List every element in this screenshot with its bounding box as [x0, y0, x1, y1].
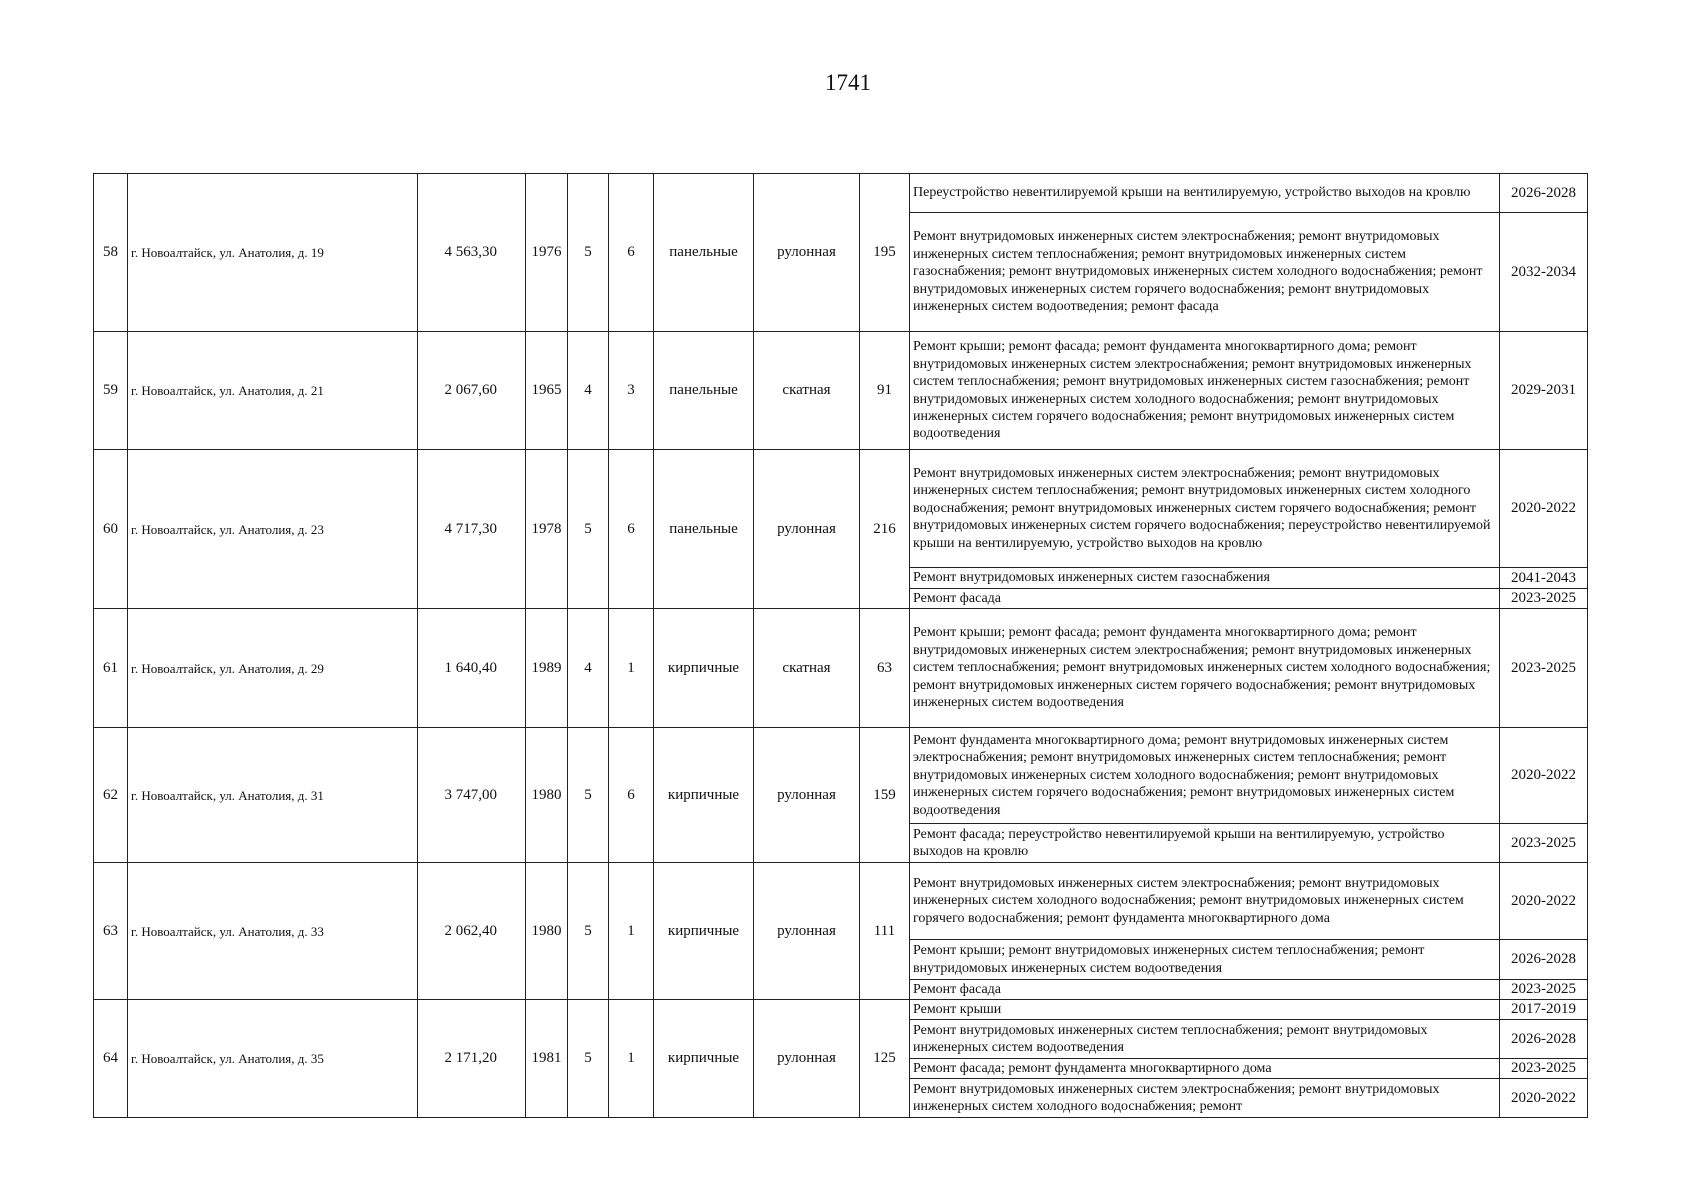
page-number: 1741 — [825, 70, 871, 95]
area-cell: 4 717,30 — [418, 450, 526, 609]
repair-works-cell: Ремонт фасада — [910, 589, 1500, 609]
area-cell: 2 171,20 — [418, 1000, 526, 1118]
build-year-cell: 1976 — [526, 174, 568, 332]
address-cell: г. Новоалтайск, ул. Анатолия, д. 19 — [128, 174, 418, 332]
table-row — [94, 174, 1588, 213]
roof-type-cell: рулонная — [754, 863, 860, 1000]
roof-type-cell: рулонная — [754, 728, 860, 863]
residents-cell: 125 — [860, 1000, 910, 1118]
entrances-cell: 1 — [609, 1000, 654, 1118]
wall-material-cell: панельные — [654, 332, 754, 450]
repair-works-cell: Ремонт фундамента многоквартирного дома; ремонт внутридомовых инженерных систем электроснабжения; ремонт внутридомовых инженерных систем теплоснабжения; ремонт внутридомовых инженерных систем холодного водоснабжения; ремонт внутридомовых инженерных систем горячего водоснабжения; ремонт внутридомовых инженерных систем водоотведения — [910, 728, 1500, 824]
repair-works-cell: Ремонт крыши — [910, 1000, 1500, 1020]
table-row — [94, 332, 1588, 450]
repair-works-cell: Ремонт внутридомовых инженерных систем электроснабжения; ремонт внутридомовых инженерных систем холодного водоснабжения; ремонт внутридомовых инженерных систем горячего водоснабжения; ремонт фундамента многоквартирного дома — [910, 863, 1500, 940]
entrances-cell: 3 — [609, 332, 654, 450]
repair-period-cell: 2017-2019 — [1500, 1000, 1588, 1020]
repair-period-cell: 2026-2028 — [1500, 174, 1588, 213]
roof-type-cell: рулонная — [754, 1000, 860, 1118]
floors-cell: 4 — [568, 609, 609, 728]
table-row — [94, 609, 1588, 728]
repair-period-cell: 2023-2025 — [1500, 1059, 1588, 1079]
area-cell: 3 747,00 — [418, 728, 526, 863]
residents-cell: 195 — [860, 174, 910, 332]
floors-cell: 5 — [568, 1000, 609, 1118]
row-number-cell: 63 — [94, 863, 128, 1000]
repair-period-cell: 2020-2022 — [1500, 863, 1588, 940]
floors-cell: 4 — [568, 332, 609, 450]
build-year-cell: 1981 — [526, 1000, 568, 1118]
residents-cell: 63 — [860, 609, 910, 728]
repair-period-cell: 2026-2028 — [1500, 1020, 1588, 1059]
repair-period-cell: 2041-2043 — [1500, 568, 1588, 589]
repair-period-cell: 2026-2028 — [1500, 940, 1588, 980]
address-cell: г. Новоалтайск, ул. Анатолия, д. 35 — [128, 1000, 418, 1118]
wall-material-cell: кирпичные — [654, 609, 754, 728]
residents-cell: 91 — [860, 332, 910, 450]
repair-period-cell: 2023-2025 — [1500, 589, 1588, 609]
row-number-cell: 59 — [94, 332, 128, 450]
wall-material-cell: кирпичные — [654, 1000, 754, 1118]
wall-material-cell: панельные — [654, 174, 754, 332]
build-year-cell: 1989 — [526, 609, 568, 728]
repair-works-cell: Ремонт крыши; ремонт внутридомовых инженерных систем теплоснабжения; ремонт внутридомовых инженерных систем водоотведения — [910, 940, 1500, 980]
address-cell: г. Новоалтайск, ул. Анатолия, д. 23 — [128, 450, 418, 609]
repair-works-cell: Переустройство невентилируемой крыши на вентилируемую, устройство выходов на кровлю — [910, 174, 1500, 213]
table-row — [94, 863, 1588, 940]
address-cell: г. Новоалтайск, ул. Анатолия, д. 29 — [128, 609, 418, 728]
repair-works-cell: Ремонт фасада; переустройство невентилируемой крыши на вентилируемую, устройство выходов на кровлю — [910, 824, 1500, 863]
build-year-cell: 1978 — [526, 450, 568, 609]
entrances-cell: 6 — [609, 450, 654, 609]
table-row — [94, 1000, 1588, 1020]
row-number-cell: 62 — [94, 728, 128, 863]
residents-cell: 159 — [860, 728, 910, 863]
build-year-cell: 1980 — [526, 863, 568, 1000]
residents-cell: 216 — [860, 450, 910, 609]
repair-works-cell: Ремонт крыши; ремонт фасада; ремонт фундамента многоквартирного дома; ремонт внутридомовых инженерных систем электроснабжения; ремонт внутридомовых инженерных систем теплоснабжения; ремонт внутридомовых инженерных систем холодного водоснабжения; ремонт внутридомовых инженерных систем горячего водоснабжения; ремонт внутридомовых инженерных систем водоотведения — [910, 609, 1500, 728]
repair-period-cell: 2023-2025 — [1500, 824, 1588, 863]
repair-works-cell: Ремонт внутридомовых инженерных систем теплоснабжения; ремонт внутридомовых инженерных систем водоотведения — [910, 1020, 1500, 1059]
repair-period-cell: 2020-2022 — [1500, 450, 1588, 568]
repair-period-cell: 2020-2022 — [1500, 1079, 1588, 1118]
entrances-cell: 1 — [609, 609, 654, 728]
housing-repair-table — [93, 173, 1588, 1118]
row-number-cell: 60 — [94, 450, 128, 609]
entrances-cell: 6 — [609, 174, 654, 332]
residents-cell: 111 — [860, 863, 910, 1000]
area-cell: 4 563,30 — [418, 174, 526, 332]
floors-cell: 5 — [568, 728, 609, 863]
roof-type-cell: рулонная — [754, 174, 860, 332]
wall-material-cell: кирпичные — [654, 863, 754, 1000]
table-row — [94, 728, 1588, 824]
floors-cell: 5 — [568, 450, 609, 609]
roof-type-cell: рулонная — [754, 450, 860, 609]
repair-works-cell: Ремонт крыши; ремонт фасада; ремонт фундамента многоквартирного дома; ремонт внутридомовых инженерных систем электроснабжения; ремонт внутридомовых инженерных систем теплоснабжения; ремонт внутридомовых инженерных систем газоснабжения; ремонт внутридомовых инженерных систем холодного водоснабжения; ремонт внутридомовых инженерных систем горячего водоснабжения; ремонт внутридомовых инженерных систем водоотведения — [910, 332, 1500, 450]
address-cell: г. Новоалтайск, ул. Анатолия, д. 33 — [128, 863, 418, 1000]
floors-cell: 5 — [568, 174, 609, 332]
repair-works-cell: Ремонт фасада; ремонт фундамента многоквартирного дома — [910, 1059, 1500, 1079]
roof-type-cell: скатная — [754, 332, 860, 450]
floors-cell: 5 — [568, 863, 609, 1000]
repair-works-cell: Ремонт внутридомовых инженерных систем электроснабжения; ремонт внутридомовых инженерных систем теплоснабжения; ремонт внутридомовых инженерных систем газоснабжения; ремонт внутридомовых инженерных систем холодного водоснабжения; ремонт внутридомовых инженерных систем горячего водоснабжения; ремонт внутридомовых инженерных систем водоотведения; ремонт фасада — [910, 213, 1500, 332]
area-cell: 2 062,40 — [418, 863, 526, 1000]
entrances-cell: 6 — [609, 728, 654, 863]
build-year-cell: 1965 — [526, 332, 568, 450]
roof-type-cell: скатная — [754, 609, 860, 728]
row-number-cell: 61 — [94, 609, 128, 728]
table-row — [94, 450, 1588, 568]
repair-period-cell: 2023-2025 — [1500, 980, 1588, 1000]
build-year-cell: 1980 — [526, 728, 568, 863]
wall-material-cell: панельные — [654, 450, 754, 609]
row-number-cell: 64 — [94, 1000, 128, 1118]
address-cell: г. Новоалтайск, ул. Анатолия, д. 31 — [128, 728, 418, 863]
repair-works-cell: Ремонт внутридомовых инженерных систем газоснабжения — [910, 568, 1500, 589]
repair-period-cell: 2023-2025 — [1500, 609, 1588, 728]
row-number-cell: 58 — [94, 174, 128, 332]
repair-period-cell: 2032-2034 — [1500, 213, 1588, 332]
area-cell: 2 067,60 — [418, 332, 526, 450]
wall-material-cell: кирпичные — [654, 728, 754, 863]
repair-works-cell: Ремонт внутридомовых инженерных систем электроснабжения; ремонт внутридомовых инженерных систем теплоснабжения; ремонт внутридомовых инженерных систем холодного водоснабжения; ремонт внутридомовых инженерных систем горячего водоснабжения; ремонт внутридомовых инженерных систем горячего водоснабжения; переустройство невентилируемой крыши на вентилируемую, устройство выходов на кровлю — [910, 450, 1500, 568]
entrances-cell: 1 — [609, 863, 654, 1000]
repair-works-cell: Ремонт внутридомовых инженерных систем электроснабжения; ремонт внутридомовых инженерных систем холодного водоснабжения; ремонт — [910, 1079, 1500, 1118]
repair-works-cell: Ремонт фасада — [910, 980, 1500, 1000]
area-cell: 1 640,40 — [418, 609, 526, 728]
repair-period-cell: 2020-2022 — [1500, 728, 1588, 824]
address-cell: г. Новоалтайск, ул. Анатолия, д. 21 — [128, 332, 418, 450]
repair-period-cell: 2029-2031 — [1500, 332, 1588, 450]
